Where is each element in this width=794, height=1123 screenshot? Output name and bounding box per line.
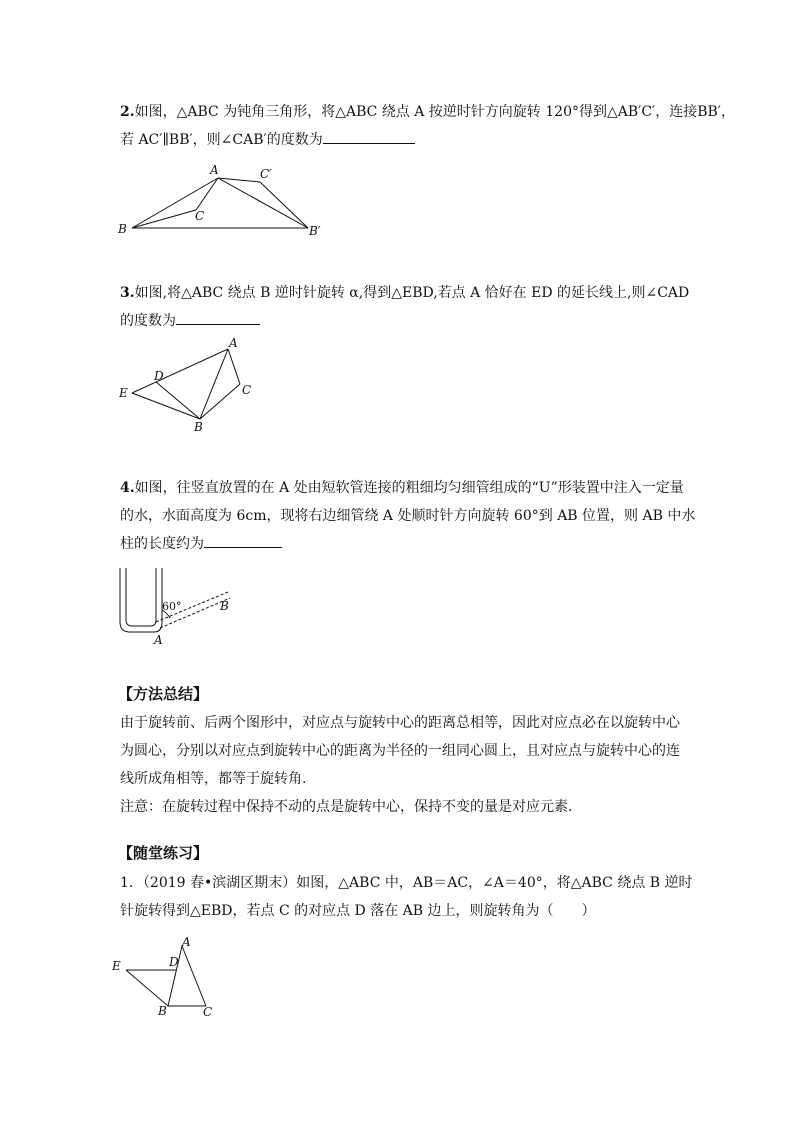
figure-practice-1 [112, 936, 222, 1022]
question-2-line-2: 若 AC′∥BB′，则∠CAB′的度数为 [120, 132, 323, 148]
label-q4-B: B [220, 599, 229, 613]
label-q2-B-prime: B′ [309, 224, 321, 238]
question-3-line-1: 如图,将△ABC 绕点 B 逆时针旋转 α,得到△EBD,若点 A 恰好在 ED 的延长线上,则∠CAD [134, 285, 690, 301]
label-q3-B: B [194, 420, 203, 434]
label-q3-C: C [242, 383, 252, 397]
label-q3-E: E [119, 386, 128, 400]
label-practice-B: B [158, 1004, 167, 1018]
label-q4-A: A [154, 633, 163, 647]
label-q2-C-prime: C′ [260, 167, 272, 181]
label-practice-E: E [112, 959, 121, 973]
figure-q3 [112, 336, 262, 436]
practice-question-1-source: （2019 春•滨湖区期末） [142, 875, 297, 891]
method-summary-heading: 【方法总结】 [118, 685, 209, 703]
practice-question-1-line-2: 针旋转得到△EBD，若点 C 的对应点 D 落在 AB 边上，则旋转角为（ ） [120, 903, 596, 919]
question-3-line-2: 的度数为 [120, 313, 176, 329]
label-q3-A: A [229, 336, 238, 350]
practice-question-1-line-1: 如图，△ABC 中，AB＝AC，∠A＝40°，将△ABC 绕点 B 逆时 [296, 875, 693, 891]
method-note: 注意：在旋转过程中保持不动的点是旋转中心，保持不变的量是对应元素． [120, 799, 582, 815]
answer-blank-q4[interactable] [204, 533, 282, 548]
method-summary-line-1: 由于旋转前、后两个图形中，对应点与旋转中心的距离总相等，因此对应点必在以旋转中心 [120, 715, 680, 731]
question-3-number: 3. [120, 285, 135, 301]
practice-heading: 【随堂练习】 [118, 844, 209, 862]
label-practice-A: A [182, 935, 191, 949]
question-4-number: 4. [120, 480, 135, 496]
label-q2-A: A [210, 163, 219, 177]
practice-question-1-number: 1． [120, 875, 143, 891]
label-q4-angle: 60° [162, 600, 182, 613]
method-summary-line-3: 线所成角相等，都等于旋转角. [120, 771, 307, 787]
question-2-number: 2. [120, 104, 135, 120]
question-4-line-3: 柱的长度约为 [120, 536, 204, 552]
answer-blank-q2[interactable] [323, 129, 415, 144]
label-q3-D: D [154, 369, 164, 383]
question-2-line-1: 如图，△ABC 为钝角三角形，将△ABC 绕点 A 按逆时针方向旋转 120°得到△AB′C′，连接BB′， [134, 104, 735, 120]
answer-blank-q3[interactable] [176, 310, 260, 325]
figure-q2 [110, 160, 340, 240]
question-4 [120, 474, 696, 558]
label-q2-B: B [118, 222, 127, 236]
practice-question-1 [120, 869, 693, 925]
method-summary [120, 709, 680, 821]
question-2 [120, 98, 735, 154]
label-q2-C: C [195, 209, 205, 223]
figure-q4 [112, 564, 247, 650]
label-practice-D: D [169, 955, 179, 969]
question-3 [120, 279, 690, 335]
question-4-line-1: 如图，往竖直放置的在 A 处由短软管连接的粗细均匀细管组成的“U”形装置中注入一定量 [134, 480, 684, 496]
label-practice-C: C [203, 1005, 213, 1019]
method-summary-line-2: 为圆心，分别以对应点到旋转中心的距离为半径的一组同心圆上，且对应点与旋转中心的连 [120, 743, 680, 759]
question-4-line-2: 的水，水面高度为 6cm，现将右边细管绕 A 处顺时针方向旋转 60°到 AB 位置，则 AB 中水 [120, 508, 696, 524]
